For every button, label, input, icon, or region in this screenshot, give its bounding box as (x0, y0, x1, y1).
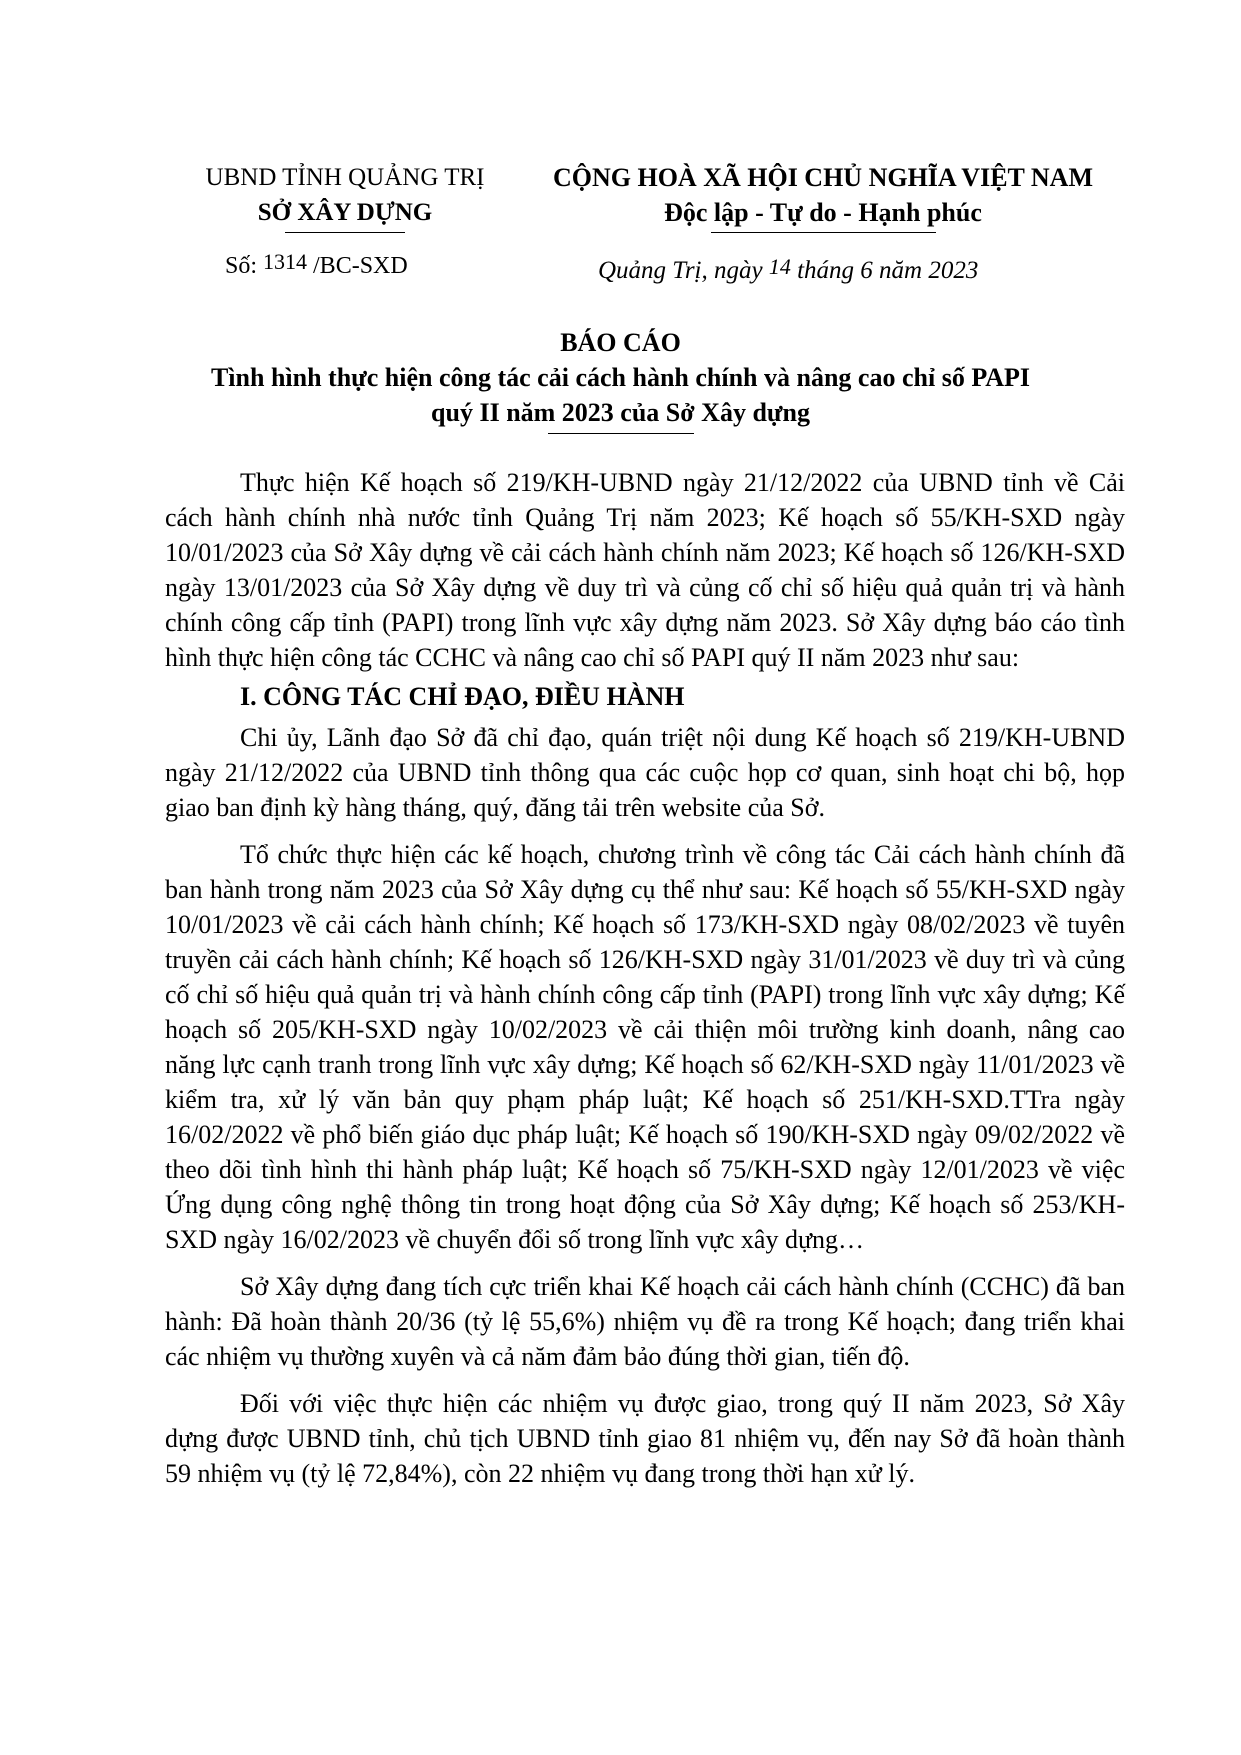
paragraph-3: Sở Xây dựng đang tích cực triển khai Kế hoạch cải cách hành chính (CCHC) đã ban hành: Đã hoàn thành 20/36 (tỷ lệ 55,6%) nhiệm vụ đề ra trong Kế hoạch; đang triển khai các nhiệm vụ thường xuyên và cả năm đảm bảo đúng thời gian, tiến độ. (165, 1272, 1125, 1371)
date-prefix: Quảng Trị, ngày (598, 257, 763, 284)
document-number (225, 245, 408, 283)
report-body (165, 465, 1125, 1491)
number-suffix: /BC-SXD (313, 253, 408, 279)
country-name: CỘNG HOÀ XÃ HỘI CHỦ NGHĨA VIỆT NAM (552, 163, 1094, 192)
national-motto-block (518, 160, 1128, 233)
paragraph-2: Tổ chức thực hiện các kế hoạch, chương trình về công tác Cải cách hành chính đã ban hành trong năm 2023 của Sở Xây dựng cụ thể như sau: Kế hoạch số 55/KH-SXD ngày 10/01/2023 về cải cách hành chính; Kế hoạch số 173/KH-SXD ngày 08/02/2023 về tuyên truyền cải cách hành chính; Kế hoạch số 126/KH-SXD ngày 31/01/2023 về duy trì và củng cố chỉ số hiệu quả quản trị và hành chính công cấp tỉnh (PAPI) trong lĩnh vực xây dựng; Kế hoạch số 205/KH-SXD ngày 10/02/2023 về cải thiện môi trường kinh doanh, nâng cao năng lực cạnh tranh trong lĩnh vực xây dựng; Kế hoạch số 62/KH-SXD ngày 11/01/2023 về kiểm tra, xử lý văn bản quy phạm pháp luật; Kế hoạch số 251/KH-SXD.TTra ngày 16/02/2022 về phổ biến giáo dục pháp luật; Kế hoạch số 190/KH-SXD ngày 09/02/2022 về theo dõi tình hình thi hành pháp luật; Kế hoạch số 75/KH-SXD ngày 12/01/2023 về việc Ứng dụng công nghệ thông tin trong hoạt động của Sở Xây dựng; Kế hoạch số 253/KH-SXD ngày 16/02/2023 về chuyển đổi số trong lĩnh vực xây dựng… (165, 840, 1125, 1254)
paragraph-1: Chi ủy, Lãnh đạo Sở đã chỉ đạo, quán triệt nội dung Kế hoạch số 219/KH-UBND ngày 21/12/2022 của UBND tỉnh thông qua các cuộc họp cơ quan, sinh hoạt chi bộ, họp giao ban định kỳ hàng tháng, quý, đăng tải trên website của Sở. (165, 723, 1125, 822)
paragraph-4: Đối với việc thực hiện các nhiệm vụ được giao, trong quý II năm 2023, Sở Xây dựng được UBND tỉnh, chủ tịch UBND tỉnh giao 81 nhiệm vụ, đến nay Sở đã hoàn thành 59 nhiệm vụ (tỷ lệ 72,84%), còn 22 nhiệm vụ đang trong thời hạn xử lý. (165, 1389, 1125, 1488)
intro-paragraph: Thực hiện Kế hoạch số 219/KH-UBND ngày 21/12/2022 của UBND tỉnh về Cải cách hành chính nhà nước tỉnh Quảng Trị năm 2023; Kế hoạch số 55/KH-SXD ngày 10/01/2023 của Sở Xây dựng về cải cách hành chính năm 2023; Kế hoạch số 126/KH-SXD ngày 13/01/2023 của Sở Xây dựng về duy trì và củng cố chỉ số hiệu quả quản trị và hành chính công cấp tỉnh (PAPI) trong lĩnh vực xây dựng năm 2023. Sở Xây dựng báo cáo tình hình thực hiện công tác CCHC và nâng cao chỉ số PAPI quý II năm 2023 như sau: (165, 468, 1125, 672)
title-line-3: quý II năm 2023 của Sở Xây dựng (431, 398, 810, 427)
motto-underline (711, 232, 936, 233)
document-date (598, 250, 978, 288)
section-heading: I. CÔNG TÁC CHỈ ĐẠO, ĐIỀU HÀNH (240, 682, 685, 711)
department-name: SỞ XÂY DỰNG (257, 199, 433, 226)
title-line-2: Tình hình thực hiện công tác cải cách hành chính và nâng cao chỉ số PAPI (210, 363, 1031, 392)
date-suffix: tháng 6 năm 2023 (797, 257, 979, 284)
report-title (100, 325, 1141, 434)
date-day: 14 (768, 254, 791, 279)
issuing-agency-block (170, 160, 520, 233)
title-underline (548, 433, 694, 434)
number-prefix: Số: (225, 253, 258, 279)
department-underline (285, 232, 405, 233)
number-value: 1314 (263, 249, 308, 274)
title-line-1: BÁO CÁO (560, 328, 681, 357)
province-agency: UBND TỈNH QUẢNG TRỊ (205, 164, 485, 191)
motto: Độc lập - Tự do - Hạnh phúc (664, 198, 982, 227)
